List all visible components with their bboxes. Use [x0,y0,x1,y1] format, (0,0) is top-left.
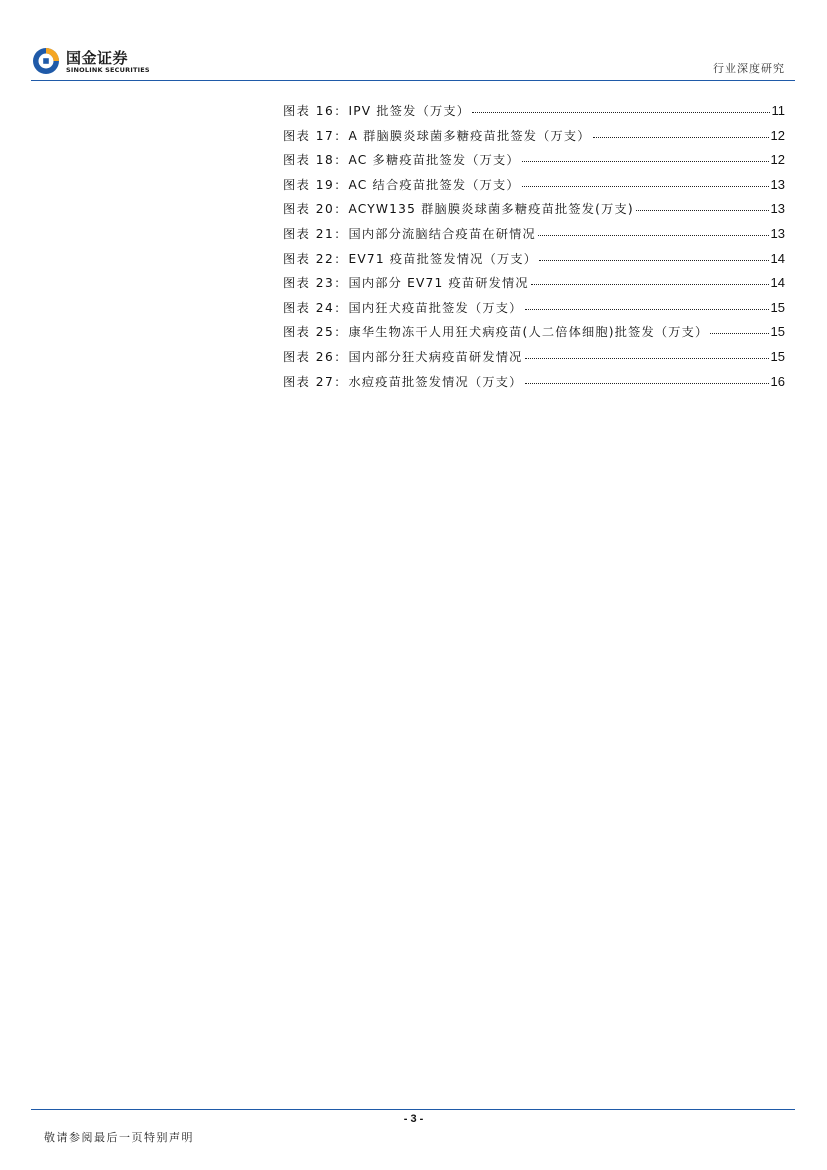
toc-entry-separator: ： [334,104,347,118]
logo-english-name: SINOLINK SECURITIES [66,66,150,74]
toc-entry-separator: ： [334,300,347,315]
toc-entry[interactable] [283,271,785,296]
toc-entry-separator: ： [334,177,347,192]
toc-entry-page: 13 [770,176,785,192]
toc-entry-title: 水痘疫苗批签发情况（万支） [348,374,523,389]
toc-entry-title: 国内狂犬疫苗批签发（万支） [348,300,523,315]
toc-dot-leader [538,224,769,238]
toc-dot-leader [525,298,769,312]
toc-entry-page: 12 [770,127,785,143]
toc-entry-title: IPV 批签发（万支） [348,104,471,118]
toc-entry-page: 15 [770,348,785,364]
toc-dot-leader [522,175,769,189]
toc-entry-page: 16 [770,373,785,389]
toc-entry-page: 14 [770,275,785,291]
toc-entry-separator: ： [334,153,347,168]
toc-entry-page: 11 [771,103,785,118]
toc-entry-page: 15 [770,299,785,315]
toc-entry[interactable] [283,148,785,173]
toc-dot-leader [525,372,769,386]
toc-entry-prefix: 图表 16 [283,104,335,118]
toc-entry-title: EV71 疫苗批签发情况（万支） [348,251,538,266]
toc-entry-page: 13 [770,201,785,217]
toc-dot-leader [636,199,769,213]
toc-entry-title: AC 结合疫苗批签发（万支） [348,177,520,192]
toc-entry[interactable] [283,320,785,345]
toc-entry-separator: ： [334,128,347,143]
toc-dot-leader [522,150,769,164]
toc-entry-separator: ： [334,349,347,364]
toc-entry[interactable] [283,222,785,247]
toc-entry[interactable] [283,197,785,222]
toc-dot-leader [593,126,769,140]
toc-entry-prefix: 图表 24 [283,300,335,315]
page-header [0,0,827,80]
page-number: - 3 - [403,1113,424,1125]
toc-entry[interactable] [283,247,785,272]
toc-entry-prefix: 图表 25 [283,325,335,340]
toc-entry-title: 国内部分流脑结合疫苗在研情况 [348,226,536,241]
toc-entry-prefix: 图表 26 [283,349,335,364]
report-category-label: 行业深度研究 [713,62,785,75]
toc-entry-page: 13 [770,225,785,241]
sinolink-logo-icon [31,46,61,76]
toc-entry[interactable] [283,99,785,124]
toc-entry-separator: ： [334,226,347,241]
toc-entry-page: 12 [770,152,785,168]
header-divider [31,80,795,81]
toc-entry-prefix: 图表 27 [283,374,335,389]
toc-entry-title: AC 多糖疫苗批签发（万支） [348,153,520,168]
table-of-figures [283,99,785,394]
toc-entry-prefix: 图表 21 [283,226,335,241]
toc-entry-page: 14 [770,250,785,266]
toc-entry-separator: ： [334,374,347,389]
toc-entry-prefix: 图表 19 [283,177,335,192]
toc-dot-leader [472,101,769,115]
toc-entry[interactable] [283,296,785,321]
toc-entry-prefix: 图表 22 [283,251,335,266]
disclaimer-note: 敬请参阅最后一页特别声明 [44,1131,194,1144]
toc-entry-prefix: 图表 17 [283,128,335,143]
toc-entry-page: 15 [770,324,785,340]
toc-dot-leader [539,249,768,263]
toc-dot-leader [531,273,769,287]
toc-entry-title: A 群脑膜炎球菌多糖疫苗批签发（万支） [348,128,591,143]
logo-chinese-name: 国金证券 [66,49,129,67]
toc-entry[interactable] [283,124,785,149]
toc-entry-prefix: 图表 23 [283,276,335,291]
toc-entry-title: ACYW135 群脑膜炎球菌多糖疫苗批签发(万支) [348,202,634,217]
toc-entry-separator: ： [334,251,347,266]
footer-divider [31,1109,795,1110]
toc-entry[interactable] [283,345,785,370]
toc-entry-title: 国内部分狂犬病疫苗研发情况 [348,349,523,364]
toc-dot-leader [525,347,769,361]
toc-dot-leader [710,322,768,336]
toc-entry-prefix: 图表 18 [283,153,335,168]
toc-entry-separator: ： [334,276,347,291]
company-logo [31,46,161,80]
toc-entry-title: 国内部分 EV71 疫苗研发情况 [348,276,529,291]
toc-entry-separator: ： [334,202,347,217]
toc-entry[interactable] [283,370,785,395]
toc-entry-title: 康华生物冻干人用狂犬病疫苗(人二倍体细胞)批签发（万支） [348,325,709,340]
toc-entry-separator: ： [334,325,347,340]
toc-entry[interactable] [283,173,785,198]
toc-entry-prefix: 图表 20 [283,202,335,217]
